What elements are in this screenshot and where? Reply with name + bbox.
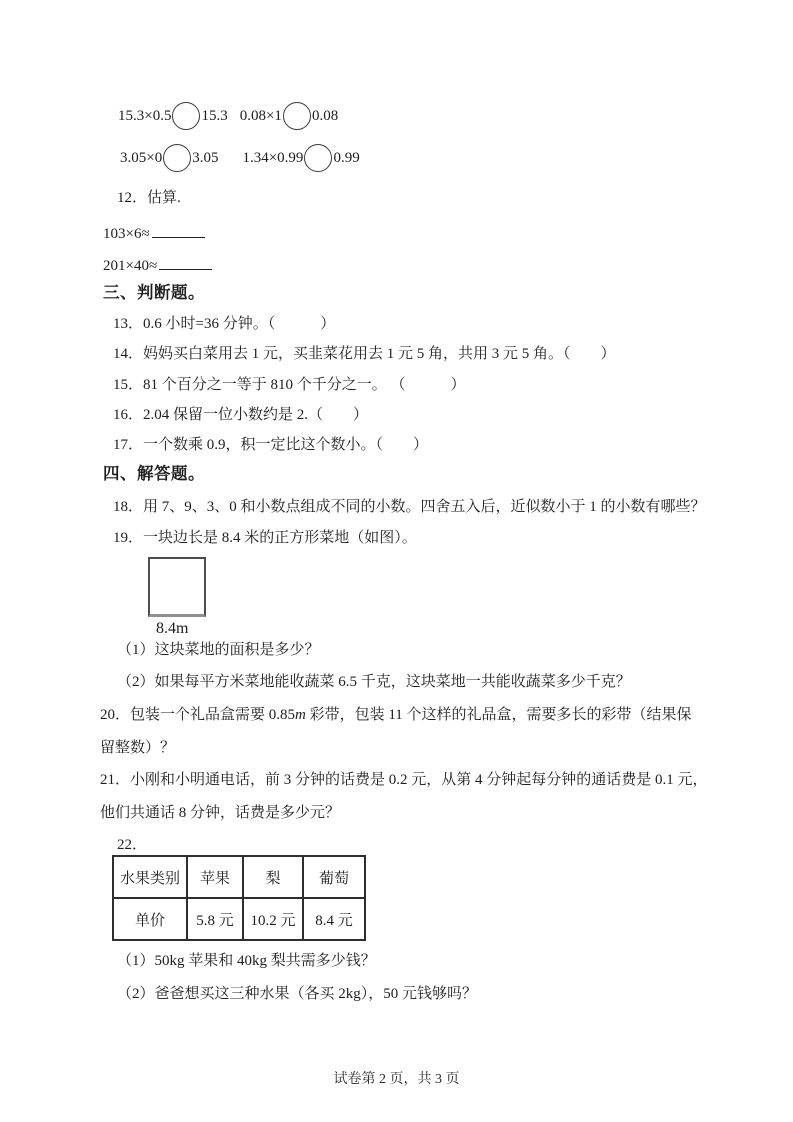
estimate-expression-1 [103, 222, 205, 244]
estimate-expression-2 [103, 254, 212, 276]
answer-blank-line [152, 222, 205, 238]
question-19: 19．一块边长是 8.4 米的正方形菜地（如图）。 [113, 530, 417, 546]
expression-left: 1.34×0.99 [242, 149, 304, 166]
section-4-heading: 四、解答题。 [103, 464, 205, 483]
comparison-row-2 [120, 144, 360, 172]
question-21-line-2: 他们共通话 8 分钟，话费是多少元？ [100, 805, 341, 821]
question-22-sub-2: （2）爸爸想买这三种水果（各买 2kg），50 元钱够吗？ [117, 986, 478, 1002]
square-side-label: 8.4m [156, 620, 189, 637]
table-header-cell: 苹果 [187, 856, 243, 898]
question-20-line-2: 留整数）？ [100, 740, 176, 756]
expression-text: 201×40≈ [103, 258, 158, 274]
question-20-text: 20．包装一个礼品盒需要 0.85 [100, 707, 296, 723]
question-19-sub-1: （1）这块菜地的面积是多少？ [117, 642, 320, 658]
table-header-cell: 梨 [243, 856, 303, 898]
expression-left: 0.08×1 [239, 107, 282, 124]
question-17: 17．一个数乘 0.9，积一定比这个数小。（ ） [113, 437, 429, 453]
unit-symbol: m [295, 707, 306, 723]
expression-right: 0.08 [311, 107, 339, 124]
comparison-pair [242, 144, 359, 172]
expression-left: 15.3×0.5 [118, 107, 172, 124]
question-22-sub-1: （1）50kg 苹果和 40kg 梨共需多少钱？ [117, 953, 376, 969]
comparison-pair [120, 144, 218, 172]
table-price-cell: 8.4 元 [303, 898, 365, 940]
square-plot-figure [148, 557, 206, 617]
question-12-title: 12．估算. [117, 190, 181, 206]
expression-left: 3.05×0 [120, 149, 163, 166]
comparison-pair [118, 102, 228, 130]
answer-circle-blank [304, 144, 332, 172]
answer-circle-blank [163, 144, 191, 172]
page-footer: 试卷第 2 页，共 3 页 [333, 1072, 460, 1087]
table-row-label: 单价 [113, 898, 187, 940]
table-header-cell: 葡萄 [303, 856, 365, 898]
fruit-price-table [112, 855, 366, 941]
expression-right: 15.3 [201, 107, 228, 124]
question-18: 18．用 7、9、3、0 和小数点组成不同的小数。四舍五入后，近似数小于 1 的小数有哪些？ [113, 499, 706, 515]
expression-text: 103×6≈ [103, 226, 150, 242]
table-price-row [113, 898, 365, 940]
question-15: 15．81 个百分之一等于 810 个千分之一。 （ ） [113, 377, 466, 393]
question-14: 14．妈妈买白菜用去 1 元，买韭菜花用去 1 元 5 角，共用 3 元 5 角。（ ） [113, 346, 616, 362]
table-header-row [113, 856, 365, 898]
table-price-cell: 5.8 元 [187, 898, 243, 940]
answer-circle-blank [172, 102, 200, 130]
comparison-row-1 [118, 102, 338, 130]
comparison-pair [240, 102, 338, 130]
question-16: 16．2.04 保留一位小数约是 2.（ ） [113, 407, 369, 423]
table-price-cell: 10.2 元 [243, 898, 303, 940]
question-19-sub-2: （2）如果每平方米菜地能收蔬菜 6.5 千克，这块菜地一共能收蔬菜多少千克？ [117, 674, 631, 690]
expression-right: 3.05 [192, 149, 219, 166]
table-header-cell: 水果类别 [113, 856, 187, 898]
question-20-text: 彩带，包装 11 个这样的礼品盒，需要多长的彩带（结果保 [305, 707, 692, 723]
answer-circle-blank [283, 102, 311, 130]
question-22-label: 22． [117, 837, 148, 853]
answer-blank-line [159, 254, 212, 270]
question-21-line-1: 21．小刚和小明通电话，前 3 分钟的话费是 0.2 元，从第 4 分钟起每分钟的通话费是 0.1 元， [100, 772, 708, 788]
expression-right: 0.99 [333, 149, 360, 166]
section-3-heading: 三、判断题。 [103, 283, 205, 302]
question-20-line-1 [100, 705, 692, 725]
question-13: 13．0.6 小时=36 分钟。（ ） [113, 316, 336, 332]
